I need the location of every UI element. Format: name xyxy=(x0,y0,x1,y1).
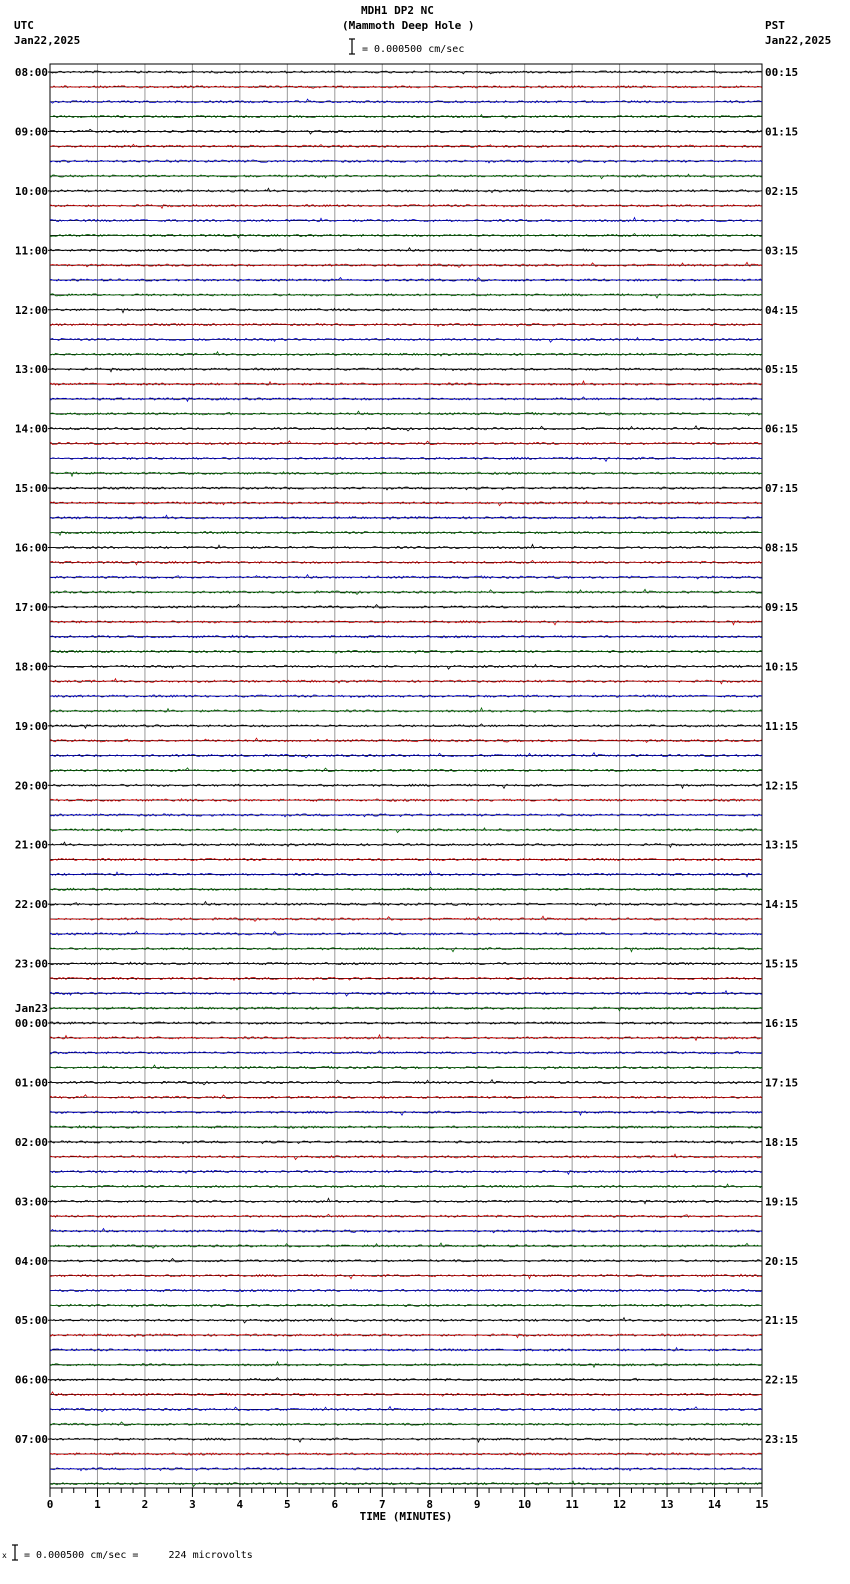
seismic-trace xyxy=(50,1184,762,1188)
seismic-trace xyxy=(50,828,762,833)
right-timezone: PST xyxy=(765,19,785,32)
plot-frame xyxy=(50,64,762,1488)
seismic-trace xyxy=(50,205,762,209)
seismic-trace xyxy=(50,635,762,638)
seismic-trace xyxy=(50,352,762,356)
utc-hour-label: 06:00 xyxy=(14,1373,48,1387)
utc-hour-label: 15:00 xyxy=(14,482,48,496)
x-tick-label: 10 xyxy=(518,1498,532,1511)
seismic-trace xyxy=(50,1378,762,1381)
pst-hour-label: 06:15 xyxy=(765,422,799,436)
seismic-trace xyxy=(50,887,762,890)
pst-hour-label: 22:15 xyxy=(765,1373,799,1387)
utc-hour-label: 05:00 xyxy=(14,1314,48,1328)
seismic-trace xyxy=(50,1422,762,1425)
seismic-trace xyxy=(50,948,762,952)
utc-hour-label: 03:00 xyxy=(14,1195,48,1209)
utc-hour-label: 13:00 xyxy=(14,363,48,377)
seismic-trace xyxy=(50,144,762,147)
pst-hour-label: 20:15 xyxy=(765,1254,799,1268)
date-change-label: Jan23 xyxy=(14,1002,48,1016)
seismic-trace xyxy=(50,294,762,298)
footer-scale-prefix: x xyxy=(2,1551,7,1560)
seismic-trace xyxy=(50,277,762,281)
site-subtitle: (Mammoth Deep Hole ) xyxy=(342,19,475,32)
pst-hour-label: 07:15 xyxy=(765,482,799,496)
x-tick-label: 9 xyxy=(473,1498,481,1511)
utc-hour-label: 18:00 xyxy=(14,660,48,674)
utc-hour-label: 02:00 xyxy=(14,1135,48,1149)
x-tick-label: 5 xyxy=(284,1498,291,1511)
seismic-trace xyxy=(50,188,762,192)
seismic-trace xyxy=(50,457,762,461)
seismic-trace xyxy=(50,1126,762,1129)
pst-hour-label: 03:15 xyxy=(765,244,799,258)
utc-hour-label: 10:00 xyxy=(14,184,48,198)
seismic-trace xyxy=(50,1170,762,1174)
pst-hour-label: 17:15 xyxy=(765,1076,799,1090)
left-date: Jan22,2025 xyxy=(14,34,81,47)
utc-hour-label: 20:00 xyxy=(14,779,48,793)
seismic-trace xyxy=(50,708,762,712)
pst-hour-label: 13:15 xyxy=(765,838,799,852)
x-tick-label: 0 xyxy=(46,1498,54,1511)
pst-hour-label: 23:15 xyxy=(765,1433,799,1447)
utc-hour-label: 07:00 xyxy=(14,1433,48,1447)
pst-hour-label: 02:15 xyxy=(765,184,799,198)
seismic-trace xyxy=(50,1334,762,1338)
seismic-trace xyxy=(50,931,762,935)
pst-hour-label: 14:15 xyxy=(765,898,799,912)
pst-hour-label: 01:15 xyxy=(765,125,799,139)
seismic-trace xyxy=(50,99,762,103)
seismic-trace xyxy=(50,1228,762,1232)
utc-hour-label: 04:00 xyxy=(14,1254,48,1268)
utc-hour-label: 22:00 xyxy=(14,898,48,912)
utc-hour-label: 00:00 xyxy=(14,1017,48,1031)
scale-label: = 0.000500 cm/sec xyxy=(362,44,465,55)
pst-hour-label: 08:15 xyxy=(765,541,799,555)
seismic-trace xyxy=(50,544,762,548)
x-tick-label: 13 xyxy=(660,1498,674,1511)
seismic-trace xyxy=(50,902,762,906)
seismic-trace xyxy=(50,1111,762,1115)
seismic-trace xyxy=(50,1348,762,1352)
left-timezone: UTC xyxy=(14,19,34,32)
seismic-trace xyxy=(50,532,762,536)
utc-hour-label: 23:00 xyxy=(14,957,48,971)
seismic-trace xyxy=(50,575,762,579)
utc-hour-label: 09:00 xyxy=(14,125,48,139)
seismic-trace xyxy=(50,368,762,372)
seismic-trace xyxy=(50,799,762,802)
x-tick-label: 11 xyxy=(565,1498,579,1511)
x-tick-label: 4 xyxy=(236,1498,244,1511)
seismic-trace xyxy=(50,768,762,772)
pst-hour-label: 12:15 xyxy=(765,779,799,793)
utc-hour-label: 19:00 xyxy=(14,719,48,733)
x-tick-label: 14 xyxy=(707,1498,722,1511)
x-tick-label: 3 xyxy=(189,1498,196,1511)
pst-hour-label: 19:15 xyxy=(765,1195,799,1209)
seismic-trace xyxy=(50,1065,762,1069)
seismic-trace xyxy=(50,174,762,179)
seismic-trace xyxy=(50,86,762,88)
seismic-trace xyxy=(50,1392,762,1396)
seismic-trace xyxy=(50,248,762,252)
seismic-trace xyxy=(50,441,762,445)
utc-hour-label: 08:00 xyxy=(14,66,48,79)
seismic-trace xyxy=(50,738,762,742)
pst-hour-label: 16:15 xyxy=(765,1017,799,1031)
x-tick-label: 7 xyxy=(378,1498,386,1511)
pst-hour-label: 00:15 xyxy=(765,66,799,79)
seismic-trace xyxy=(50,604,762,608)
x-tick-label: 8 xyxy=(426,1498,434,1511)
pst-hour-label: 05:15 xyxy=(765,363,799,377)
utc-hour-label: 21:00 xyxy=(14,838,48,852)
seismic-trace xyxy=(50,515,762,519)
pst-hour-label: 04:15 xyxy=(765,303,799,317)
seismic-trace xyxy=(50,411,762,415)
pst-hour-label: 18:15 xyxy=(765,1135,799,1149)
seismic-trace xyxy=(50,665,762,670)
x-tick-label: 2 xyxy=(141,1498,149,1511)
utc-hour-label: 17:00 xyxy=(14,600,48,614)
seismic-trace xyxy=(50,1035,762,1040)
utc-hour-label: 11:00 xyxy=(14,244,48,258)
seismic-trace xyxy=(50,218,762,222)
x-tick-label: 6 xyxy=(331,1498,339,1511)
utc-hour-label: 16:00 xyxy=(14,541,48,555)
seismic-trace xyxy=(50,1007,762,1011)
pst-hour-label: 11:15 xyxy=(765,719,799,733)
seismic-trace xyxy=(50,501,762,506)
seismic-trace xyxy=(50,621,762,625)
pst-hour-label: 10:15 xyxy=(765,660,799,674)
seismic-trace xyxy=(50,1258,762,1261)
x-tick-label: 1 xyxy=(94,1498,101,1511)
utc-hour-label: 01:00 xyxy=(14,1076,48,1090)
seismic-trace xyxy=(50,1095,762,1099)
seismic-trace xyxy=(50,472,762,476)
x-axis-title: TIME (MINUTES) xyxy=(359,1510,453,1523)
seismic-trace xyxy=(50,1274,762,1278)
pst-hour-label: 09:15 xyxy=(765,600,799,614)
right-date: Jan22,2025 xyxy=(765,34,832,47)
utc-hour-label: 12:00 xyxy=(14,303,48,317)
seismic-trace xyxy=(50,1438,762,1442)
seismic-trace xyxy=(50,784,762,788)
seismic-trace xyxy=(50,1051,762,1054)
pst-hour-label: 21:15 xyxy=(765,1314,799,1328)
station-title: MDH1 DP2 NC xyxy=(361,4,434,17)
seismic-trace xyxy=(50,308,762,312)
seismic-trace xyxy=(50,338,762,343)
pst-hour-label: 15:15 xyxy=(765,957,799,971)
x-tick-label: 12 xyxy=(612,1498,627,1511)
seismic-trace xyxy=(50,1214,762,1217)
seismic-trace xyxy=(50,381,762,385)
utc-hour-label: 14:00 xyxy=(14,422,48,436)
footer-scale-note: = 0.000500 cm/sec = 224 microvolts xyxy=(24,1550,253,1561)
footer-scale-bar-icon xyxy=(10,1544,20,1562)
x-tick-label: 15 xyxy=(755,1498,769,1511)
